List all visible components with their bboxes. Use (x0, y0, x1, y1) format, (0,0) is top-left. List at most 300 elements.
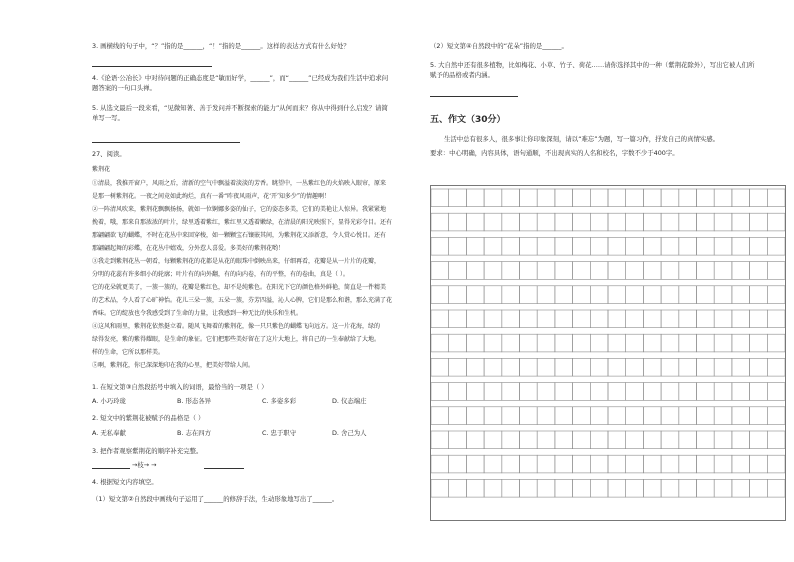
grid-cell[interactable] (697, 455, 715, 473)
grid-cell[interactable] (537, 455, 555, 473)
grid-cell[interactable] (502, 286, 520, 304)
grid-cell[interactable] (484, 189, 502, 207)
option-b[interactable]: B. 志在四方 (177, 429, 212, 437)
passage-line: 香味。它的绽放也令我感受到了生命的力量，让我感到一种无比的快乐和生机。 (92, 310, 303, 317)
grid-cell[interactable] (608, 189, 626, 207)
grid-cell[interactable] (449, 431, 467, 449)
grid-cell[interactable] (661, 262, 679, 280)
grid-cell[interactable] (643, 213, 661, 231)
grid-cell[interactable] (697, 479, 715, 497)
grid-cell[interactable] (502, 237, 520, 255)
grid-cell[interactable] (679, 479, 697, 497)
grid-cell[interactable] (714, 262, 732, 280)
grid-cell[interactable] (643, 334, 661, 352)
option-a[interactable]: A. 小巧玲珑 (92, 397, 126, 405)
grid-cell[interactable] (767, 455, 785, 473)
grid-cell[interactable] (679, 213, 697, 231)
grid-cell[interactable] (431, 213, 449, 231)
grid-cell[interactable] (679, 189, 697, 207)
grid-cell[interactable] (555, 479, 573, 497)
answer-blank[interactable] (204, 462, 244, 469)
option-c[interactable]: C. 多姿多彩 (262, 397, 297, 405)
grid-cell[interactable] (626, 286, 644, 304)
grid-cell[interactable] (750, 189, 768, 207)
grid-cell[interactable] (679, 407, 697, 425)
grid-cell[interactable] (537, 479, 555, 497)
passage-line: 挽着，哦，那来自那浓浓的叶片，绿里透着紫红，紫红里又透着嫩绿，在清晨的阳光映照下，显得光彩夺目。还有 (92, 219, 393, 226)
grid-cell[interactable] (732, 407, 750, 425)
option-a[interactable]: A. 无私奉献 (92, 429, 126, 437)
grid-cell[interactable] (573, 310, 591, 328)
sub-question-4-part-1: （1）短文第②自然段中画线句子运用了______的修辞手法，生动形象地写出了______。 (92, 495, 339, 503)
grid-cell[interactable] (608, 286, 626, 304)
grid-cell[interactable] (750, 213, 768, 231)
grid-cell[interactable] (431, 334, 449, 352)
grid-cell[interactable] (767, 383, 785, 401)
grid-cell[interactable] (626, 237, 644, 255)
grid-cell[interactable] (555, 262, 573, 280)
grid-cell[interactable] (484, 358, 502, 376)
grid-cell[interactable] (732, 213, 750, 231)
grid-cell[interactable] (750, 455, 768, 473)
grid-cell[interactable] (697, 334, 715, 352)
grid-cell[interactable] (643, 262, 661, 280)
grid-cell[interactable] (555, 213, 573, 231)
grid-cell[interactable] (590, 334, 608, 352)
passage-line: 样的生命，它所以那样美。 (92, 349, 165, 356)
grid-cell[interactable] (661, 286, 679, 304)
passage-line: 它的花朵就更美了，一簇一簇的，花瓣是紫红色，却不是纯紫色。在阳光下它的颜色格外鲜艳，简直是一件精美 (92, 284, 387, 291)
sub-question-4: 4. 根据短文内容填空。 (92, 478, 158, 486)
passage-line: 绿得发亮，紫的紫得耀眼，是生命的象征。它们把那些美好留在了这片大地上，将自己的一生奉献给了大地。 (92, 336, 381, 343)
grid-cell[interactable] (590, 407, 608, 425)
grid-cell[interactable] (608, 407, 626, 425)
grid-cell[interactable] (661, 358, 679, 376)
grid-cell[interactable] (555, 455, 573, 473)
sub-question-3: 3. 把作者观察紫荆花的顺序补充完整。 (92, 447, 203, 455)
grid-cell[interactable] (608, 455, 626, 473)
grid-cell[interactable] (643, 286, 661, 304)
grid-cell[interactable] (714, 383, 732, 401)
grid-cell[interactable] (573, 383, 591, 401)
grid-cell[interactable] (643, 310, 661, 328)
grid-cell[interactable] (643, 479, 661, 497)
grid-cell[interactable] (608, 262, 626, 280)
grid-cell[interactable] (626, 407, 644, 425)
grid-cell[interactable] (697, 358, 715, 376)
passage-line: ⑤啊，紫荆花，你已深深地印在我的心里，把美好带给人间。 (92, 362, 255, 369)
grid-cell[interactable] (590, 455, 608, 473)
grid-cell[interactable] (732, 479, 750, 497)
grid-cell[interactable] (520, 358, 538, 376)
grid-cell[interactable] (608, 358, 626, 376)
grid-cell[interactable] (449, 383, 467, 401)
grid-cell[interactable] (573, 286, 591, 304)
grid-cell[interactable] (590, 286, 608, 304)
grid-cell[interactable] (590, 189, 608, 207)
grid-cell[interactable] (555, 431, 573, 449)
grid-cell[interactable] (697, 286, 715, 304)
passage-line: 分明的花蕊有许多细小的轮廓；叶片有的向外翻，有的向内卷，有的平整，有的卷曲，真是（ ）。 (92, 271, 349, 278)
essay-writing-grid[interactable] (430, 185, 786, 521)
sub-question-1: 1. 在短文第③自然段括号中填入的词语，最恰当的一项是（ ） (92, 383, 268, 391)
grid-cell[interactable] (590, 237, 608, 255)
grid-cell[interactable] (502, 455, 520, 473)
grid-cell[interactable] (502, 407, 520, 425)
grid-cell[interactable] (484, 334, 502, 352)
grid-cell[interactable] (679, 286, 697, 304)
grid-cell[interactable] (626, 431, 644, 449)
grid-cell[interactable] (643, 358, 661, 376)
grid-cell[interactable] (767, 334, 785, 352)
grid-cell[interactable] (590, 262, 608, 280)
grid-cell[interactable] (520, 334, 538, 352)
grid-cell[interactable] (466, 407, 484, 425)
grid-cell[interactable] (679, 310, 697, 328)
grid-cell[interactable] (750, 479, 768, 497)
grid-cell[interactable] (537, 189, 555, 207)
grid-cell[interactable] (643, 237, 661, 255)
grid-cell[interactable] (661, 455, 679, 473)
grid-cell[interactable] (555, 310, 573, 328)
grid-cell[interactable] (466, 431, 484, 449)
grid-cell[interactable] (661, 189, 679, 207)
grid-cell[interactable] (643, 383, 661, 401)
grid-cell[interactable] (626, 334, 644, 352)
grid-cell[interactable] (661, 383, 679, 401)
option-d[interactable]: D. 舍己为人 (332, 429, 367, 437)
grid-cell[interactable] (520, 310, 538, 328)
grid-cell[interactable] (573, 479, 591, 497)
grid-cell[interactable] (714, 479, 732, 497)
grid-cell[interactable] (466, 383, 484, 401)
grid-cell[interactable] (679, 383, 697, 401)
grid-cell[interactable] (466, 455, 484, 473)
option-c[interactable]: C. 忠于职守 (262, 429, 297, 437)
grid-cell[interactable] (449, 334, 467, 352)
essay-prompt-line-1: 生活中总有很多人，很多事让你印象深刻，请以“难忘”为题，写一篇习作，抒发自己的真情实感。 (444, 135, 720, 143)
grid-cell[interactable] (449, 310, 467, 328)
grid-cell[interactable] (431, 479, 449, 497)
grid-cell[interactable] (661, 431, 679, 449)
grid-cell[interactable] (431, 310, 449, 328)
grid-cell[interactable] (484, 310, 502, 328)
grid-cell[interactable] (520, 237, 538, 255)
grid-cell[interactable] (643, 455, 661, 473)
grid-cell[interactable] (626, 383, 644, 401)
grid-cell[interactable] (750, 286, 768, 304)
grid-cell[interactable] (431, 358, 449, 376)
grid-cell[interactable] (502, 431, 520, 449)
grid-cell[interactable] (714, 286, 732, 304)
grid-cell[interactable] (714, 310, 732, 328)
passage-line: 那翩翩起舞的彩蝶，在花丛中嬉戏，分外惹人喜爱。多美好的紫荆花哟！ (92, 245, 285, 252)
grid-cell[interactable] (484, 455, 502, 473)
grid-cell[interactable] (520, 431, 538, 449)
passage-title: 紫荆花 (92, 166, 111, 173)
grid-cell[interactable] (679, 262, 697, 280)
grid-cell[interactable] (449, 237, 467, 255)
answer-blank[interactable] (92, 462, 130, 469)
grid-cell[interactable] (502, 262, 520, 280)
grid-cell[interactable] (466, 334, 484, 352)
grid-cell[interactable] (555, 334, 573, 352)
grid-cell[interactable] (537, 358, 555, 376)
grid-cell[interactable] (449, 213, 467, 231)
grid-cell[interactable] (555, 237, 573, 255)
grid-cell[interactable] (520, 407, 538, 425)
grid-cell[interactable] (626, 310, 644, 328)
option-d[interactable]: D. 仪态端庄 (332, 397, 367, 405)
grid-cell[interactable] (502, 334, 520, 352)
grid-cell[interactable] (502, 310, 520, 328)
grid-cell[interactable] (732, 262, 750, 280)
grid-cell[interactable] (537, 383, 555, 401)
grid-cell[interactable] (537, 407, 555, 425)
grid-cell[interactable] (750, 431, 768, 449)
answer-blank-r5[interactable] (430, 90, 518, 97)
grid-cell[interactable] (626, 213, 644, 231)
grid-cell[interactable] (590, 310, 608, 328)
grid-cell[interactable] (590, 213, 608, 231)
grid-cell[interactable] (449, 455, 467, 473)
grid-cell[interactable] (573, 455, 591, 473)
grid-cell[interactable] (661, 237, 679, 255)
grid-cell[interactable] (626, 262, 644, 280)
passage-line: ②一阵清风吹来，紫荆花飘飘扬扬，就如一位婀娜多姿的仙子，它的姿态多美，它们的美艳让人惊异。我紧紧地 (92, 206, 387, 213)
grid-cell[interactable] (484, 237, 502, 255)
grid-cell[interactable] (431, 431, 449, 449)
grid-cell[interactable] (697, 310, 715, 328)
grid-cell[interactable] (626, 358, 644, 376)
grid-cell[interactable] (466, 213, 484, 231)
grid-cell[interactable] (608, 479, 626, 497)
passage-line: 的艺术品，令人看了心旷神怡。花儿三朵一簇，五朵一簇，芬芳四溢，沁人心脾，它们是那么和谐，那么充满了花 (92, 297, 393, 304)
grid-cell[interactable] (626, 455, 644, 473)
grid-cell[interactable] (449, 479, 467, 497)
grid-cell[interactable] (431, 189, 449, 207)
grid-cell[interactable] (679, 237, 697, 255)
grid-cell[interactable] (555, 286, 573, 304)
grid-cell[interactable] (750, 310, 768, 328)
grid-cell[interactable] (767, 189, 785, 207)
grid-cell[interactable] (732, 310, 750, 328)
grid-cell[interactable] (697, 189, 715, 207)
grid-cell[interactable] (449, 189, 467, 207)
grid-cell[interactable] (767, 262, 785, 280)
grid-cell[interactable] (431, 237, 449, 255)
grid-cell[interactable] (431, 455, 449, 473)
grid-cell[interactable] (431, 383, 449, 401)
grid-cell[interactable] (767, 358, 785, 376)
section-heading: 五、作文（30分） (430, 115, 506, 125)
grid-cell[interactable] (484, 431, 502, 449)
grid-cell[interactable] (449, 286, 467, 304)
grid-cell[interactable] (608, 334, 626, 352)
grid-cell[interactable] (608, 431, 626, 449)
grid-cell[interactable] (732, 383, 750, 401)
grid-cell[interactable] (732, 286, 750, 304)
grid-cell[interactable] (714, 358, 732, 376)
grid-cell[interactable] (767, 479, 785, 497)
grid-cell[interactable] (520, 262, 538, 280)
grid-cell[interactable] (643, 407, 661, 425)
grid-cell[interactable] (466, 310, 484, 328)
question-5-right: 5. 大自然中还有很多植物，比如梅花、小草、竹子、荷花……请你选择其中的一种（紫荆花除外），写出它被人们所赋予的品格或者内涵。 (430, 61, 755, 79)
grid-cell[interactable] (466, 286, 484, 304)
option-b[interactable]: B. 形态各异 (177, 397, 212, 405)
grid-cell[interactable] (714, 334, 732, 352)
grid-cell[interactable] (573, 334, 591, 352)
grid-cell[interactable] (537, 431, 555, 449)
grid-cell[interactable] (750, 407, 768, 425)
answer-blank-q3[interactable] (92, 60, 212, 67)
grid-cell[interactable] (502, 189, 520, 207)
grid-cell[interactable] (484, 407, 502, 425)
grid-cell[interactable] (573, 431, 591, 449)
grid-cell[interactable] (502, 358, 520, 376)
grid-cell[interactable] (484, 262, 502, 280)
grid-cell[interactable] (590, 431, 608, 449)
question-27-heading: 27、阅读。 (92, 150, 126, 158)
grid-cell[interactable] (750, 358, 768, 376)
question-4: 4.《论语·公冶长》中对待问题的正确态度是“敏而好学，______”，而“______”已经成为我们生活中追求问题答案的一句口头禅。 (92, 74, 389, 92)
grid-cell[interactable] (732, 334, 750, 352)
essay-prompt-line-2: 要求：中心明确，内容具体，语句通顺，不出现真实的人名和校名，字数不少于400字。 (430, 149, 679, 157)
grid-cell[interactable] (449, 407, 467, 425)
grid-cell[interactable] (661, 479, 679, 497)
grid-cell[interactable] (661, 407, 679, 425)
grid-cell[interactable] (537, 237, 555, 255)
grid-cell[interactable] (661, 334, 679, 352)
grid-cell[interactable] (697, 262, 715, 280)
grid-cell[interactable] (466, 189, 484, 207)
grid-cell[interactable] (767, 237, 785, 255)
grid-cell[interactable] (590, 383, 608, 401)
grid-cell[interactable] (661, 213, 679, 231)
grid-cell[interactable] (626, 189, 644, 207)
grid-cell[interactable] (608, 310, 626, 328)
grid-cell[interactable] (573, 407, 591, 425)
grid-cell[interactable] (537, 310, 555, 328)
grid-cell[interactable] (431, 286, 449, 304)
grid-cell[interactable] (573, 189, 591, 207)
grid-cell[interactable] (484, 286, 502, 304)
grid-cell[interactable] (431, 407, 449, 425)
grid-cell[interactable] (573, 237, 591, 255)
grid-cell[interactable] (679, 358, 697, 376)
grid-cell[interactable] (714, 213, 732, 231)
grid-cell[interactable] (520, 189, 538, 207)
grid-cell[interactable] (537, 286, 555, 304)
grid-cell[interactable] (661, 310, 679, 328)
grid-cell[interactable] (484, 213, 502, 231)
grid-cell[interactable] (714, 189, 732, 207)
grid-cell[interactable] (555, 189, 573, 207)
grid-cell[interactable] (679, 431, 697, 449)
answer-blank-q5[interactable] (92, 136, 240, 143)
grid-cell[interactable] (466, 358, 484, 376)
grid-cell[interactable] (714, 455, 732, 473)
grid-cell[interactable] (502, 213, 520, 231)
grid-cell[interactable] (767, 286, 785, 304)
grid-cell[interactable] (732, 189, 750, 207)
grid-cell[interactable] (608, 383, 626, 401)
grid-cell[interactable] (537, 262, 555, 280)
grid-cell[interactable] (573, 262, 591, 280)
grid-cell[interactable] (750, 334, 768, 352)
grid-cell[interactable] (714, 431, 732, 449)
grid-cell[interactable] (520, 286, 538, 304)
grid-cell[interactable] (643, 431, 661, 449)
passage-line: ④这风和雨里，紫荆花依然挺立着。随风飞舞着的紫荆花，像一只只紫色的蝴蝶飞向远方。这一片花海，绿的 (92, 323, 381, 330)
grid-cell[interactable] (484, 479, 502, 497)
grid-cell[interactable] (679, 334, 697, 352)
grid-cell[interactable] (697, 213, 715, 231)
grid-cell[interactable] (502, 383, 520, 401)
grid-cell[interactable] (520, 383, 538, 401)
grid-cell[interactable] (502, 479, 520, 497)
grid-cell[interactable] (466, 262, 484, 280)
grid-cell[interactable] (732, 358, 750, 376)
grid-cell[interactable] (449, 262, 467, 280)
grid-cell[interactable] (573, 213, 591, 231)
grid-cell[interactable] (697, 431, 715, 449)
grid-cell[interactable] (679, 455, 697, 473)
grid-cell[interactable] (750, 237, 768, 255)
grid-cell[interactable] (484, 383, 502, 401)
grid-cell[interactable] (714, 237, 732, 255)
grid-cell[interactable] (697, 237, 715, 255)
passage-line: 是那一树紫荆花。一夜之间竟如此绚烂，真有一番“昨夜风雨声，花‘开’知多少”的情趣啊！ (92, 193, 330, 200)
grid-cell[interactable] (697, 383, 715, 401)
grid-cell[interactable] (555, 383, 573, 401)
grid-cell[interactable] (520, 479, 538, 497)
grid-cell[interactable] (732, 237, 750, 255)
grid-cell[interactable] (608, 237, 626, 255)
grid-cell[interactable] (767, 310, 785, 328)
grid-cell[interactable] (537, 334, 555, 352)
passage-line: 那翩翩欲飞的蝴蝶，不时在花丛中来回穿梭，如一颗颗宝石镶嵌其间，为紫荆花又添新意，令人赏心悦目。还有 (92, 232, 387, 239)
grid-cell[interactable] (555, 358, 573, 376)
grid-cell[interactable] (431, 262, 449, 280)
grid-cell[interactable] (732, 455, 750, 473)
order-sequence: →枝→ → (132, 461, 157, 469)
grid-cell[interactable] (714, 407, 732, 425)
grid-cell[interactable] (590, 358, 608, 376)
grid-cell[interactable] (697, 407, 715, 425)
grid-cell[interactable] (466, 479, 484, 497)
grid-cell[interactable] (537, 213, 555, 231)
sub-question-2: 2. 短文中的紫荆花被赋予的品格是（ ） (92, 414, 205, 422)
grid-cell[interactable] (643, 189, 661, 207)
grid-cell[interactable] (732, 431, 750, 449)
grid-cell[interactable] (573, 358, 591, 376)
grid-cell[interactable] (767, 213, 785, 231)
grid-cell[interactable] (750, 383, 768, 401)
grid-cell[interactable] (608, 213, 626, 231)
grid-cell[interactable] (626, 479, 644, 497)
grid-cell[interactable] (466, 237, 484, 255)
grid-cell[interactable] (520, 213, 538, 231)
grid-cell[interactable] (449, 358, 467, 376)
grid-cell[interactable] (520, 455, 538, 473)
grid-cell[interactable] (767, 407, 785, 425)
grid-cell[interactable] (590, 479, 608, 497)
grid-cell[interactable] (767, 431, 785, 449)
grid-cell[interactable] (555, 407, 573, 425)
grid-cell[interactable] (750, 262, 768, 280)
